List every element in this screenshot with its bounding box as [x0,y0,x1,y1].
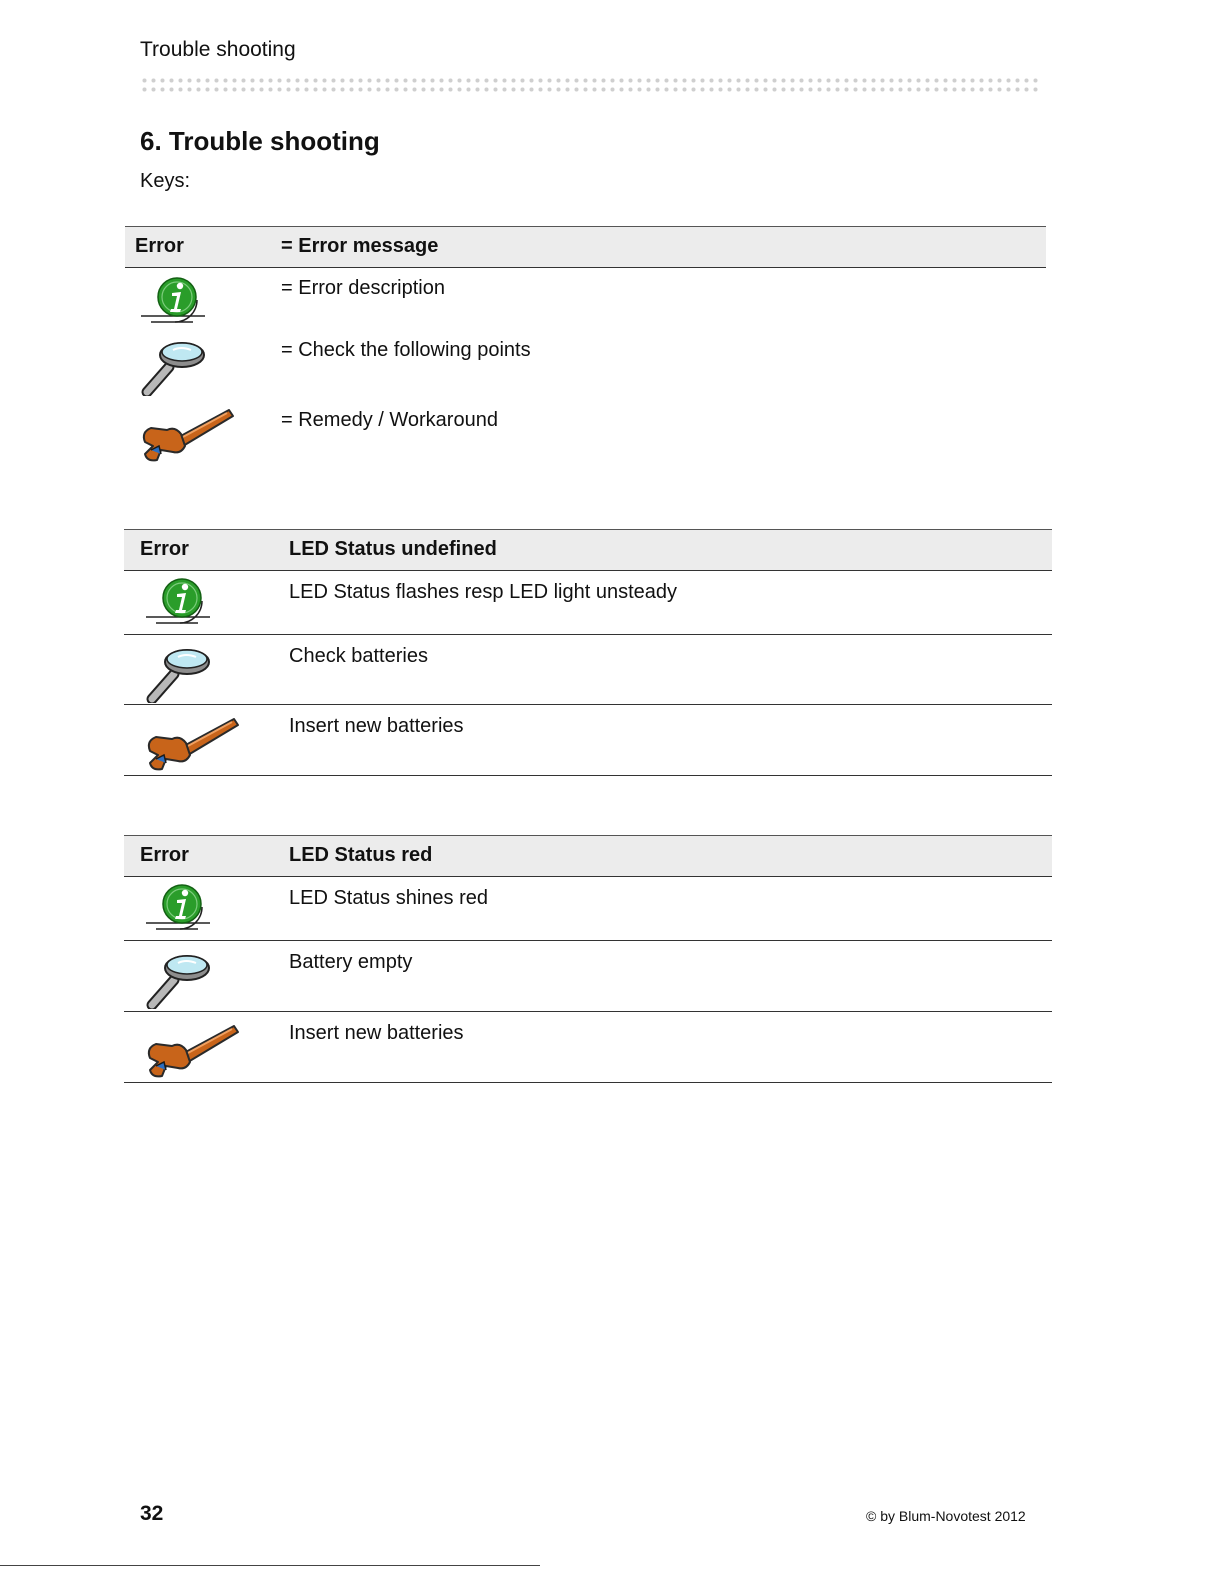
keys-table-header [125,226,1046,268]
header-right-label: = Error message [281,235,439,257]
remedy-text: Insert new batteries [289,1022,464,1044]
keys-row-text: = Remedy / Workaround [281,409,498,431]
error-title: LED Status undefined [289,538,497,560]
error-description-row [124,877,1052,941]
keys-table [125,226,1046,464]
keys-row-remedy [125,394,1046,464]
info-icon [144,883,214,933]
error-description: LED Status shines red [289,887,488,909]
remedy-text: Insert new batteries [289,715,464,737]
magnifier-icon [142,949,212,1009]
error-table-header [124,835,1052,877]
keys-row-check [125,328,1046,394]
running-header: Trouble shooting [140,38,296,61]
magnifier-icon [142,643,212,703]
copyright-notice: © by Blum-Novotest 2012 [866,1508,1026,1524]
error-description-row [124,571,1052,635]
header-left-label: Error [135,235,184,257]
wrench-icon [142,711,242,775]
bottom-divider [0,1565,540,1566]
error-description: LED Status flashes resp LED light unsteady [289,581,677,603]
error-table-header [124,529,1052,571]
keys-row-text: = Error description [281,277,445,299]
magnifier-icon [137,336,207,396]
check-points-row [124,635,1052,705]
check-points-row [124,941,1052,1012]
remedy-row [124,705,1052,776]
wrench-icon [142,1018,242,1082]
page-number: 32 [140,1502,164,1525]
check-points-text: Check batteries [289,645,428,667]
remedy-row [124,1012,1052,1083]
error-title: LED Status red [289,844,433,866]
header-left-label: Error [140,844,189,866]
error-table-led-undefined [124,529,1052,776]
chapter-title: 6. Trouble shooting [140,126,380,156]
dotted-divider [140,76,1040,94]
keys-label: Keys: [140,170,191,192]
keys-row-description [125,268,1046,328]
keys-row-text: = Check the following points [281,339,531,361]
check-points-text: Battery empty [289,951,413,973]
wrench-icon [137,402,237,466]
header-left-label: Error [140,538,189,560]
info-icon [144,577,214,627]
error-table-led-red [124,835,1052,1083]
info-icon [139,276,209,326]
